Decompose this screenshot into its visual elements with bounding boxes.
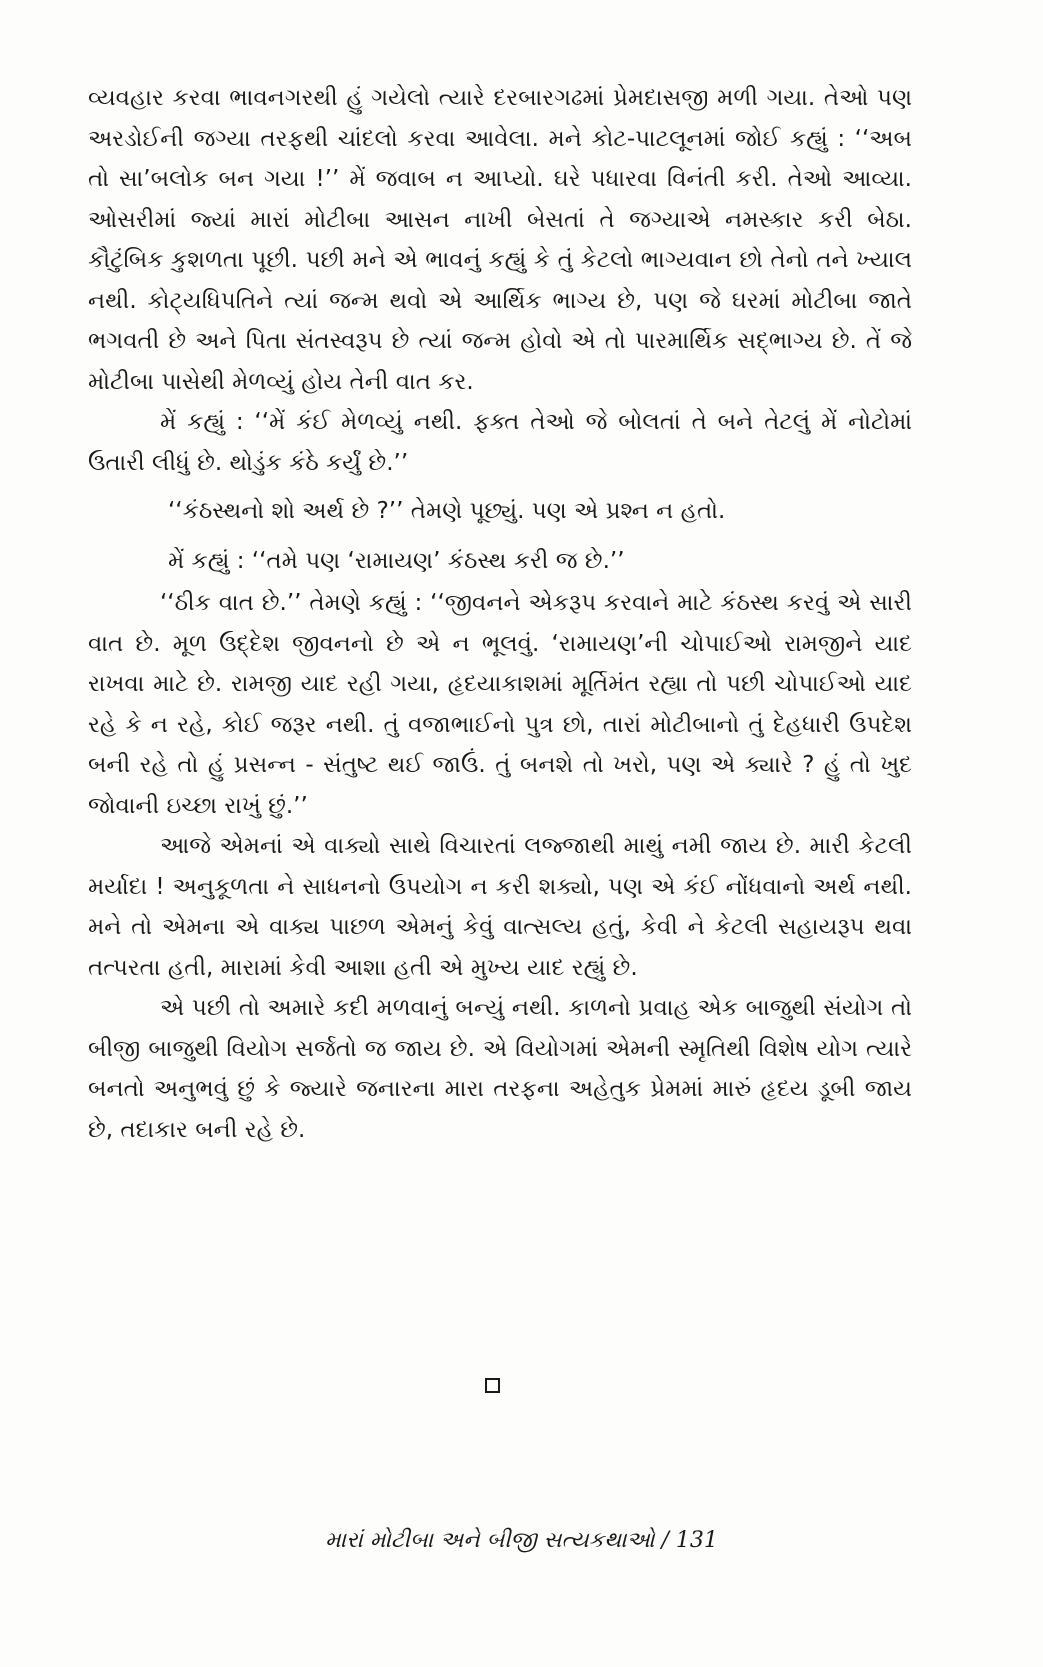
- dialogue-line: મેં કહ્યું : ‘‘તમે પણ ‘રામાયણ’ કંઠસ્થ કરી જ છે.’’: [168, 548, 625, 574]
- paragraph: આજે એમનાં એ વાક્યો સાથે વિચારતાં લજ્જાથી માથું નમી જાય છે. મારી કેટલી મર્યાદા ! અનુકૂળતા ને સાધનનો ઉપયોગ ન કરી શક્યો, પણ એ કંઈ નોંધવાનો અર્થ નથી. મને તો એમના એ વાક્ય પાછળ એમનું કેવું વાત્સલ્ય હતું, કેવી ને કેટલી સહાયરૂપ થવા તત્પરતા હતી, મારામાં કેવી આશા હતી એ મુખ્ય યાદ રહ્યું છે.: [88, 833, 912, 981]
- paragraph: વ્યવહાર કરવા ભાવનગરથી હું ગયેલો ત્યારે દરબારગઢમાં પ્રેમદાસજી મળી ગયા. તેઓ પણ અરડોઈની જગ્યા તરફથી ચાંદલો કરવા આવેલા. મને કોટ-પાટલૂનમાં જોઈ કહ્યું : ‘‘અબ તો સા’બલોક બન ગયા !’’ મેં જવાબ ન આપ્યો. ઘરે પધારવા વિનંતી કરી. તેઓ આવ્યા. ઓસરીમાં જ્યાં મારાં મોટીબા આસન નાખી બેસતાં તે જગ્યાએ નમસ્કાર કરી બેઠા. કૌટુંબિક કુશળતા પૂછી. પછી મને એ ભાવનું કહ્યું કે તું કેટલો ભાગ્યવાન છો તેનો તને ખ્યાલ નથી. કોટ્યધિપતિને ત્યાં જન્મ થવો એ આર્થિક ભાગ્ય છે, પણ જે ઘરમાં મોટીબા જાતે ભગવતી છે અને પિતા સંતસ્વરૂપ છે ત્યાં જન્મ હોવો એ તો પારમાર્થિક સદ્ભાગ્ય છે. તેં જે મોટીબા પાસેથી મેળવ્યું હોય તેની વાત કર.: [88, 85, 912, 395]
- footer-separator: /: [654, 1528, 676, 1553]
- paragraph: એ પછી તો અમારે કદી મળવાનું બન્યું નથી. કાળનો પ્રવાહ એક બાજુથી સંયોગ તો બીજી બાજુથી વિયોગ સર્જતો જ જાય છે. એ વિયોગમાં એમની સ્મૃતિથી વિશેષ યોગ ત્યારે બનતો અનુભવું છું કે જ્યારે જનારના મારા તરફના અહેતુક પ્રેમમાં મારું હૃદય ડૂબી જાય છે, તદાકાર બની રહે છે.: [88, 995, 912, 1143]
- page-number: 131: [675, 1528, 718, 1553]
- body-text: [88, 78, 912, 1150]
- section-end-square-icon: [485, 1378, 500, 1393]
- paragraph: ‘‘ઠીક વાત છે.’’ તેમણે કહ્યું : ‘‘જીવનને એકરૂપ કરવાને માટે કંઠસ્થ કરવું એ સારી વાત છે. મૂળ ઉદ્દેશ જીવનનો છે એ ન ભૂલવું. ‘રામાયણ’ની ચોપાઈઓ રામજીને યાદ રાખવા માટે છે. રામજી યાદ રહી ગયા, હૃદયાકાશમાં મૂર્તિમંત રહ્યા તો પછી ચોપાઈઓ યાદ રહે કે ન રહે, કોઈ જરૂર નથી. તું વજાભાઈનો પુત્ર છો, તારાં મોટીબાનો તું દેહધારી ઉપદેશ બની રહે તો હું પ્રસન્ન - સંતુષ્ટ થઈ જાઉં. તું બનશે તો ખરો, પણ એ ક્યારે ? હું તો ખુદ જોવાની ઇચ્છા રાખું છું.’’: [88, 590, 912, 819]
- book-title: મારાં મોટીબા અને બીજી સત્યકથાઓ: [325, 1528, 655, 1553]
- dialogue-line: ‘‘કંઠસ્થનો શો અર્થ છે ?’’ તેમણે પૂછ્યું. પણ એ પ્રશ્ન ન હતો.: [168, 498, 726, 524]
- page-footer: [0, 1528, 1043, 1553]
- paragraph: મેં કહ્યું : ‘‘મેં કંઈ મેળવ્યું નથી. ફક્ત તેઓ જે બોલતાં તે બને તેટલું મેં નોટોમાં ઉતારી લીધું છે. થોડુંક કંઠે કર્યું છે.’’: [88, 409, 912, 476]
